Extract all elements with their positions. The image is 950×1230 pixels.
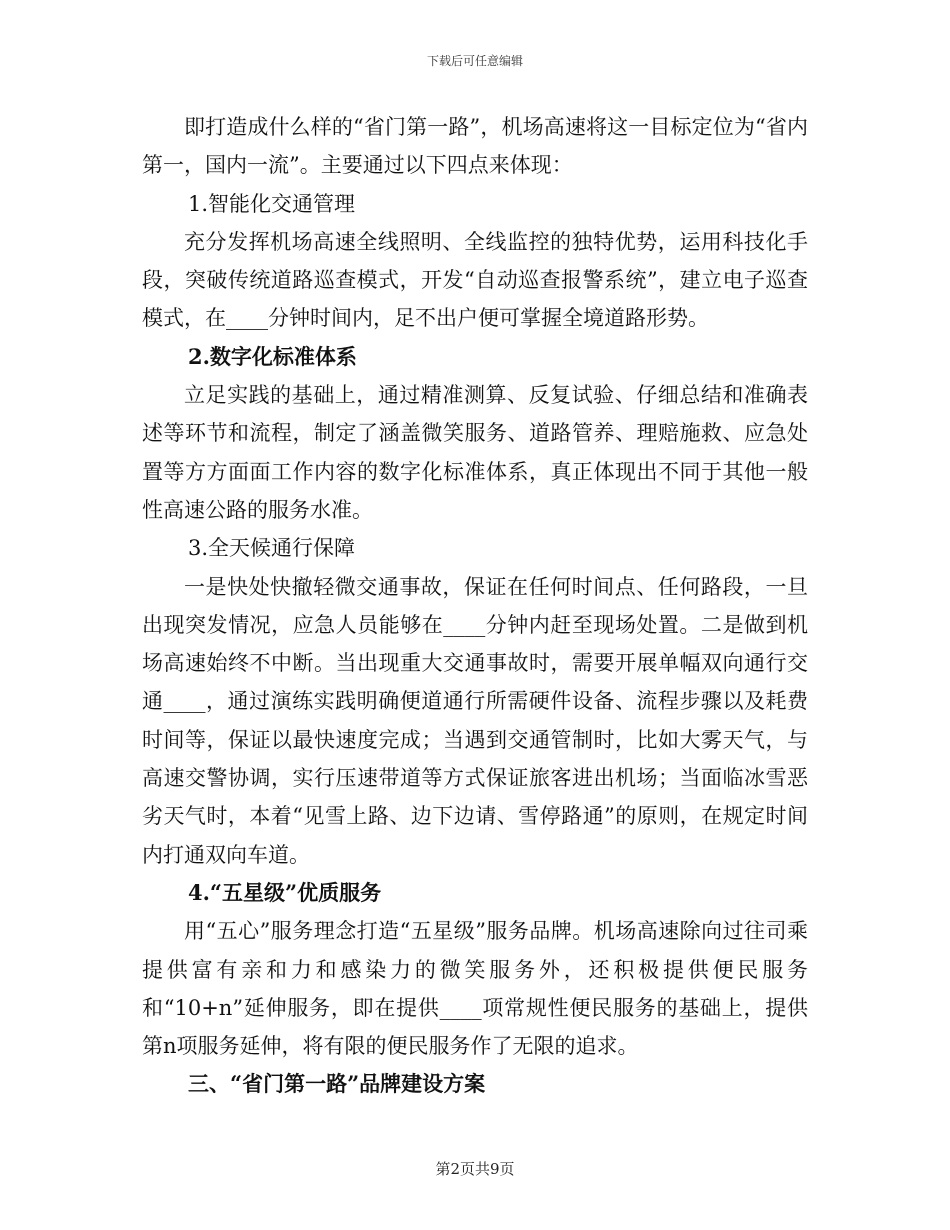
paragraph-intelligent-traffic: 充分发挥机场高速全线照明、全线监控的独特优势，运用科技化手段，突破传统道路巡查模式，开发“自动巡查报警系统”，建立电子巡查模式，在____分钟时间内，足不出户便可掌握全境道路形势。 <box>142 229 808 331</box>
heading-five-star: 4.“五星级”优质服务 <box>188 879 382 905</box>
paragraph-all-weather: 一是快处快撤轻微交通事故，保证在任何时间点、任何路段，一旦出现突发情况，应急人员能够在____分钟内赶至现场处置。二是做到机场高速始终不中断。当出现重大交通事故时，需要开展单幅双向通行交通____，通过演练实践明确便道通行所需硬件设备、流程步骤以及耗费时间等，保证以最快速度完成；当遇到交通管制时，比如大雾天气，与高速交警协调，实行压速带道等方式保证旅客进出机场；当面临冰雪恶劣天气时，本着“见雪上路、边下边请、雪停路通”的原则，在规定时间内打通双向车道。 <box>142 574 808 867</box>
paragraph-five-star: 用“五心”服务理念打造“五星级”服务品牌。机场高速除向过往司乘提供富有亲和力和感染力的微笑服务外，还积极提供便民服务和“10+n”延伸服务，即在提供____项常规性便民服务的基础上，提供第n项服务延伸，将有限的便民服务作了无限的追求。 <box>142 919 808 1059</box>
heading-digital-standards: 2.数字化标准体系 <box>188 343 357 369</box>
section-title: 三、“省门第一路”品牌建设方案 <box>188 1071 486 1097</box>
intro-paragraph: 即打造成什么样的“省门第一路”，机场高速将这一目标定位为“省内第一，国内一流”。主要通过以下四点来体现： <box>142 115 808 178</box>
heading-all-weather: 3.全天候通行保障 <box>188 536 356 561</box>
page-header: 下载后可任意编辑 <box>426 54 523 68</box>
heading-intelligent-traffic: 1.智能化交通管理 <box>188 191 356 216</box>
document-body <box>142 108 808 1104</box>
page-number: 第2页共9页 <box>435 1160 515 1178</box>
paragraph-digital-standards: 立足实践的基础上，通过精准测算、反复试验、仔细总结和准确表述等环节和流程，制定了涵盖微笑服务、道路管养、理赔施救、应急处置等方方面面工作内容的数字化标准体系，真正体现出不同于其他一般性高速公路的服务水准。 <box>142 383 808 522</box>
